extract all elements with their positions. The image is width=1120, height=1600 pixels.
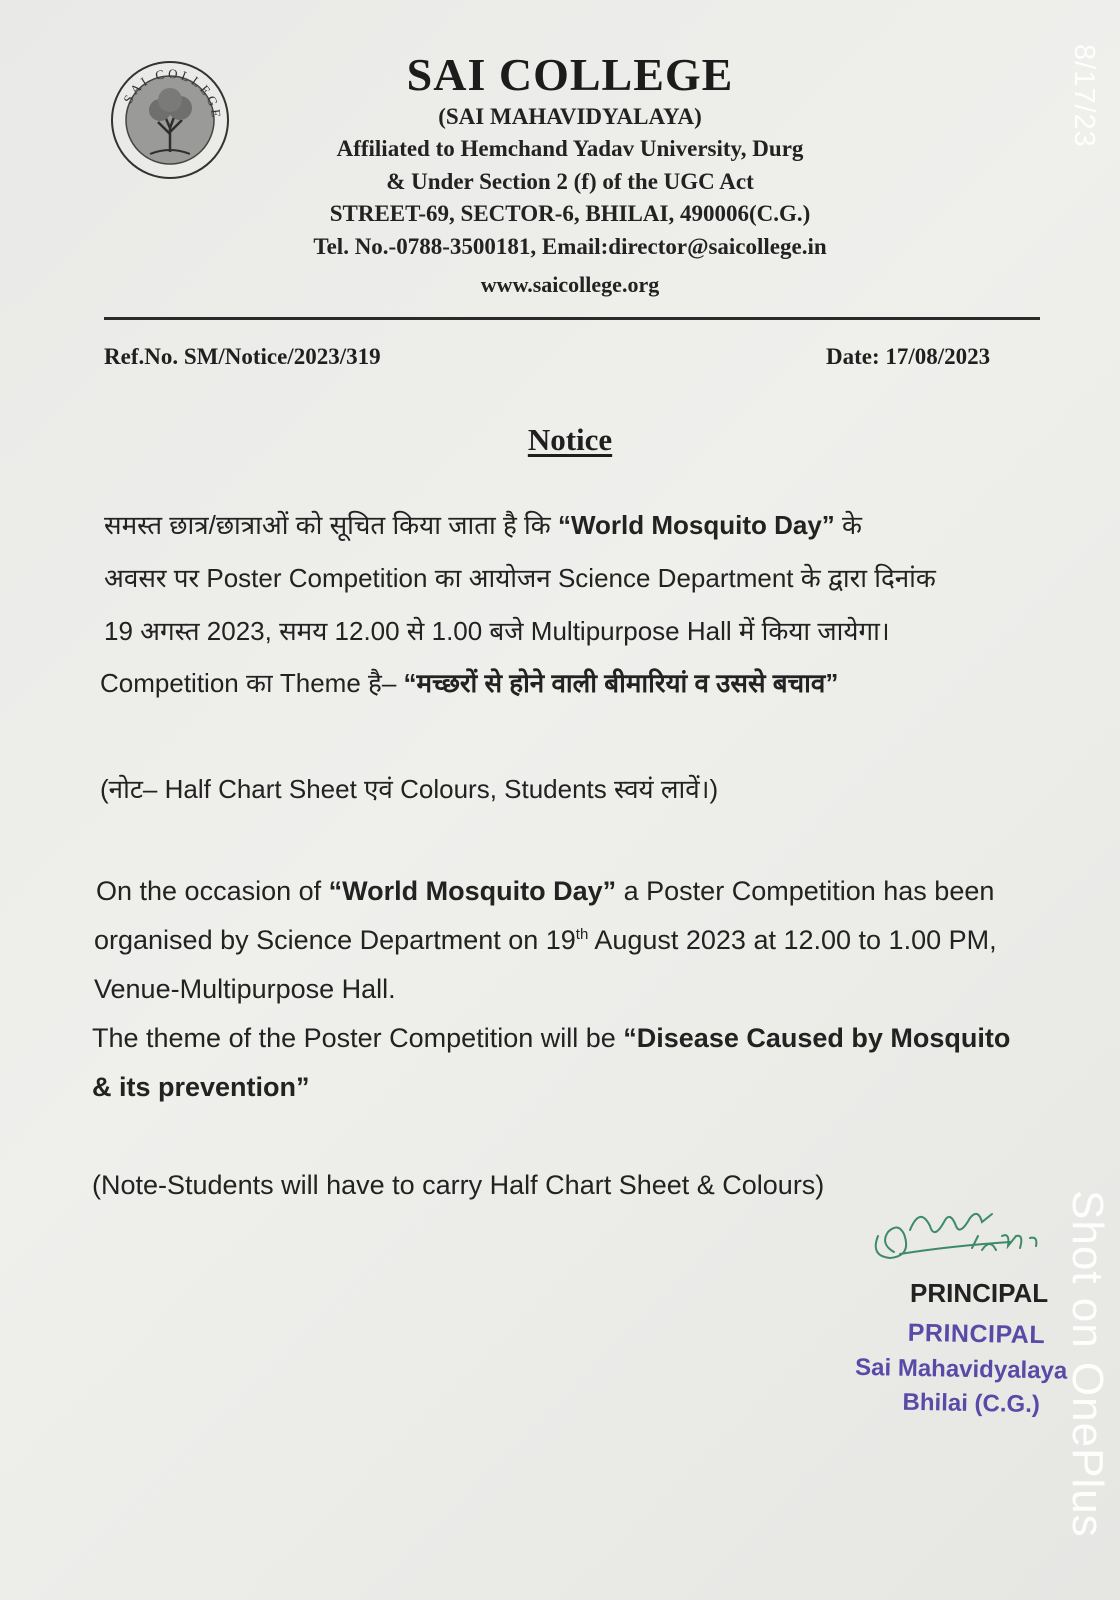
hindi-line-4: Competition का Theme है– “मच्छरों से होने वाली बीमारियां व उससे बचाव” bbox=[100, 668, 839, 698]
hindi-line-1: समस्त छात्र/छात्राओं को सूचित किया जाता है कि “World Mosquito Day” के bbox=[104, 510, 863, 540]
camera-watermark: Shot on OnePlus bbox=[1063, 1190, 1112, 1538]
college-subtitle: (SAI MAHAVIDYALAYA) bbox=[438, 104, 702, 129]
notice-title: Notice bbox=[527, 422, 613, 457]
hindi-line-3: 19 अगस्त 2023, समय 12.00 से 1.00 बजे Multipurpose Hall में किया जायेगा। bbox=[104, 616, 890, 646]
address-line: STREET-69, SECTOR-6, BHILAI, 490006(C.G.) bbox=[329, 201, 811, 226]
header-divider bbox=[104, 317, 1040, 320]
english-line-1: On the occasion of “World Mosquito Day” a Poster Competition has been bbox=[96, 876, 995, 906]
affiliation-line: Affiliated to Hemchand Yadav University, Durg bbox=[336, 136, 804, 161]
english-line-5: & its prevention” bbox=[92, 1072, 310, 1102]
stamp-location: Bhilai (C.G.) bbox=[902, 1388, 1041, 1419]
stamp-college: Sai Mahavidyalaya bbox=[854, 1353, 1068, 1385]
reference-number: Ref.No. SM/Notice/2023/319 bbox=[104, 344, 381, 369]
stamp-title: PRINCIPAL bbox=[907, 1318, 1046, 1350]
english-note: (Note-Students will have to carry Half Chart Sheet & Colours) bbox=[92, 1170, 825, 1200]
principal-label: PRINCIPAL bbox=[910, 1278, 1049, 1308]
hindi-line-2: अवसर पर Poster Competition का आयोजन Science Department के द्वारा दिनांक bbox=[104, 563, 936, 593]
principal-stamp bbox=[854, 1318, 1096, 1419]
contact-line: Tel. No.-0788-3500181, Email:director@saicollege.in bbox=[313, 234, 827, 259]
college-name: SAI COLLEGE bbox=[406, 49, 734, 100]
svg-text:SAI COLLEGE: SAI COLLEGE bbox=[120, 65, 225, 121]
hindi-note: (नोट– Half Chart Sheet एवं Colours, Students स्वयं लावें।) bbox=[100, 774, 719, 804]
english-line-2: organised by Science Department on 19th August 2023 at 12.00 to 1.00 PM, bbox=[94, 925, 997, 955]
english-line-4: The theme of the Poster Competition will be “Disease Caused by Mosquito bbox=[92, 1023, 1011, 1053]
notice-date: Date: 17/08/2023 bbox=[826, 344, 991, 369]
college-logo bbox=[108, 48, 232, 192]
english-line-3: Venue-Multipurpose Hall. bbox=[94, 974, 396, 1004]
ugc-line: & Under Section 2 (f) of the UGC Act bbox=[386, 169, 754, 194]
website-line: www.saicollege.org bbox=[480, 272, 660, 297]
photo-date-watermark: 8/17/23 bbox=[1068, 44, 1100, 148]
